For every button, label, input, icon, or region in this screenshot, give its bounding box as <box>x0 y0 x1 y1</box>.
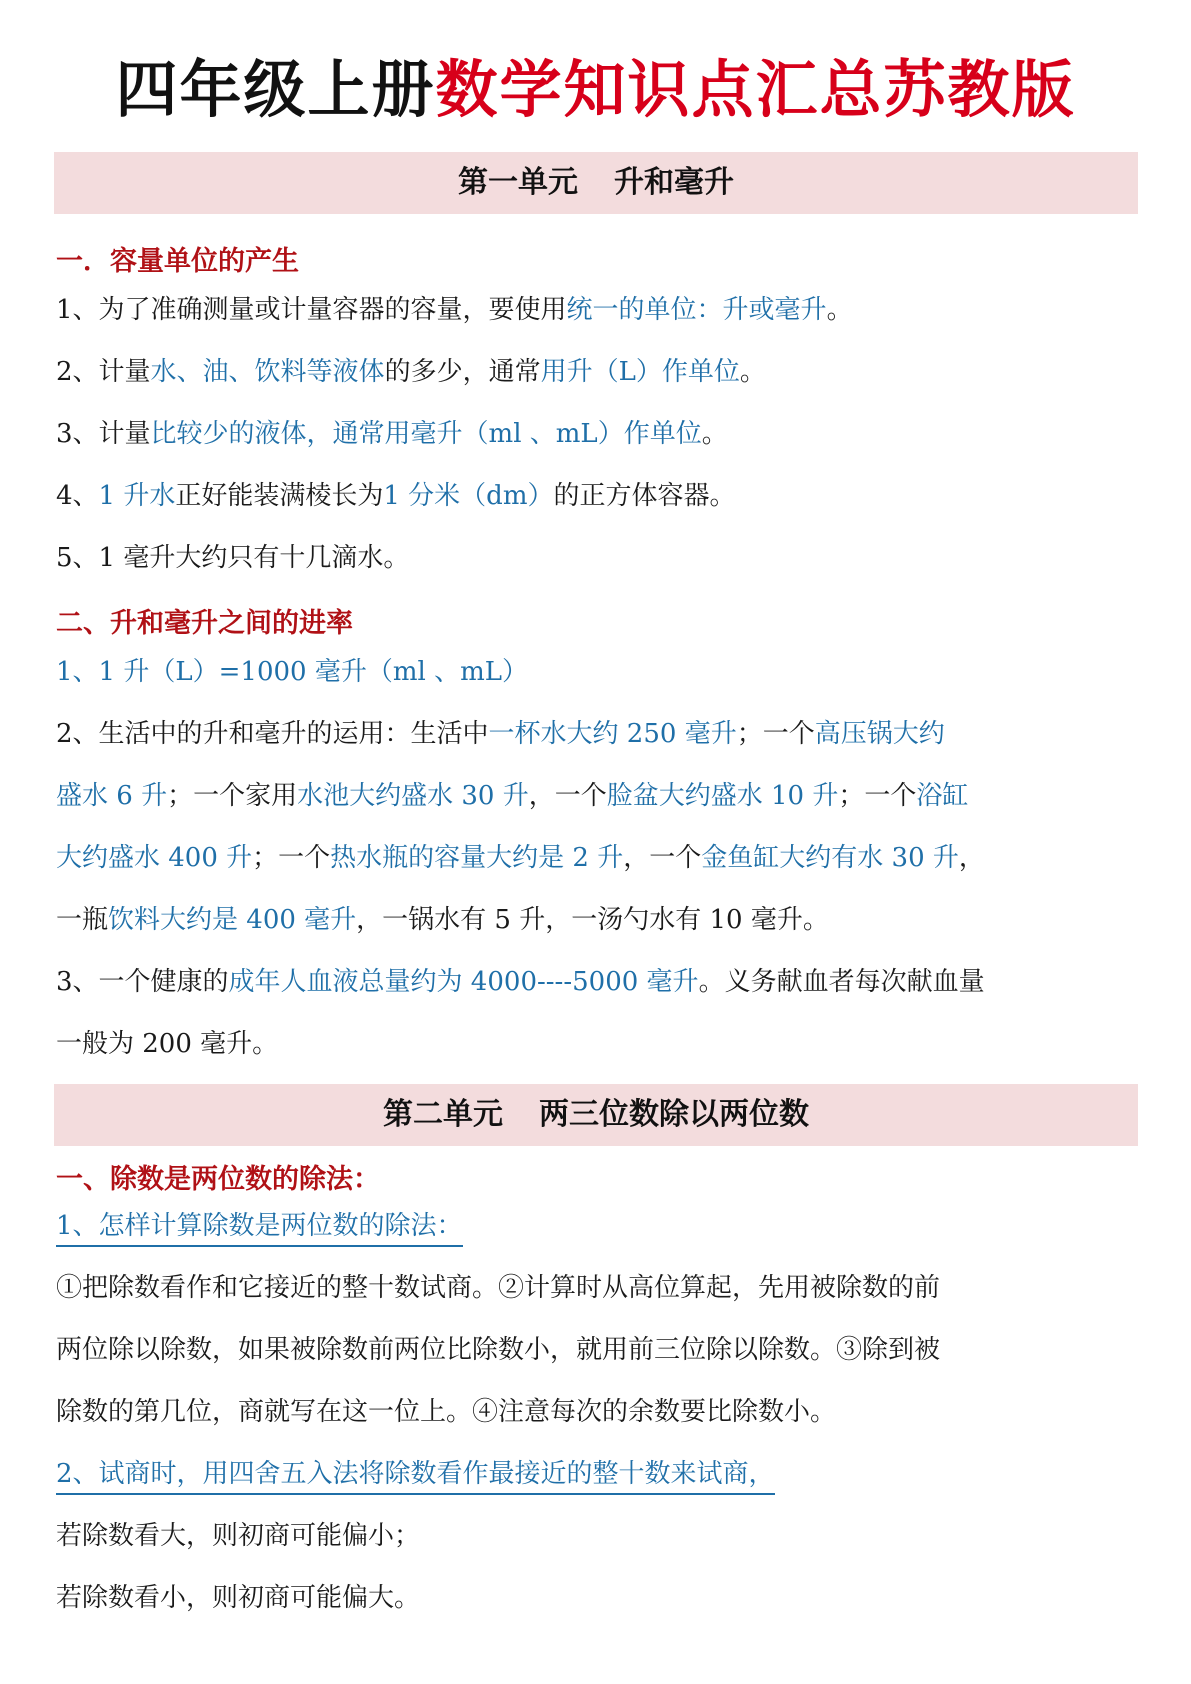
unit2-band <box>54 1084 1138 1146</box>
method-line: 两位除以除数，如果被除数前两位比除数小，就用前三位除以除数。③除到被 <box>56 1335 941 1365</box>
list-item: 5、1 毫升大约只有十几滴水。 <box>56 543 410 573</box>
unit1-sec1-heading: 一．容量单位的产生 <box>56 246 299 277</box>
unit1-label: 第一单元 <box>458 165 578 200</box>
list-item: 2、生活中的升和毫升的运用：生活中一杯水大约 250 毫升；一个高压锅大约 <box>56 719 945 749</box>
page-title <box>0 50 1191 130</box>
unit1-sec2-heading: 二、升和毫升之间的进率 <box>56 608 353 639</box>
list-item-cont: 一瓶饮料大约是 400 毫升，一锅水有 5 升，一汤勺水有 10 毫升。 <box>56 905 829 935</box>
unit1-topic: 升和毫升 <box>614 165 734 200</box>
rule-line: 若除数看小，则初商可能偏大。 <box>56 1583 421 1613</box>
list-item-cont: 一般为 200 毫升。 <box>56 1029 279 1059</box>
method-line: 除数的第几位，商就写在这一位上。④注意每次的余数要比除数小。 <box>56 1397 837 1427</box>
list-item: 1、为了准确测量或计量容器的容量，要使用统一的单位：升或毫升。 <box>56 295 853 325</box>
title-black-part: 四年级上册 <box>115 53 436 126</box>
conversion-formula: 1、1 升（L）=1000 毫升（ml 、mL） <box>56 657 528 687</box>
list-item: 3、计量比较少的液体，通常用毫升（ml 、mL）作单位。 <box>56 419 728 449</box>
unit2-topic: 两三位数除以两位数 <box>539 1097 809 1132</box>
subheading-2: 2、试商时，用四舍五入法将除数看作最接近的整十数来试商， <box>56 1456 1140 1492</box>
unit1-band <box>54 152 1138 214</box>
subheading-1: 1、怎样计算除数是两位数的除法： <box>56 1208 1140 1244</box>
list-item-cont: 盛水 6 升；一个家用水池大约盛水 30 升，一个脸盆大约盛水 10 升；一个浴缸 <box>56 781 969 811</box>
title-red-part: 数学知识点汇总苏教版 <box>435 53 1076 126</box>
list-item-cont: 大约盛水 400 升；一个热水瓶的容量大约是 2 升，一个金鱼缸大约有水 30 升， <box>56 843 985 873</box>
list-item: 3、一个健康的成年人血液总量约为 4000----5000 毫升。义务献血者每次献血量 <box>56 967 985 997</box>
list-item: 4、1 升水正好能装满棱长为1 分米（dm）的正方体容器。 <box>56 481 736 511</box>
unit2-label: 第二单元 <box>383 1097 503 1132</box>
rule-line: 若除数看大，则初商可能偏小； <box>56 1521 421 1551</box>
method-line: ①把除数看作和它接近的整十数试商。②计算时从高位算起，先用被除数的前 <box>56 1273 941 1303</box>
list-item: 2、计量水、油、饮料等液体的多少，通常用升（L）作单位。 <box>56 357 766 387</box>
unit2-sec1-heading: 一、除数是两位数的除法： <box>56 1164 380 1195</box>
